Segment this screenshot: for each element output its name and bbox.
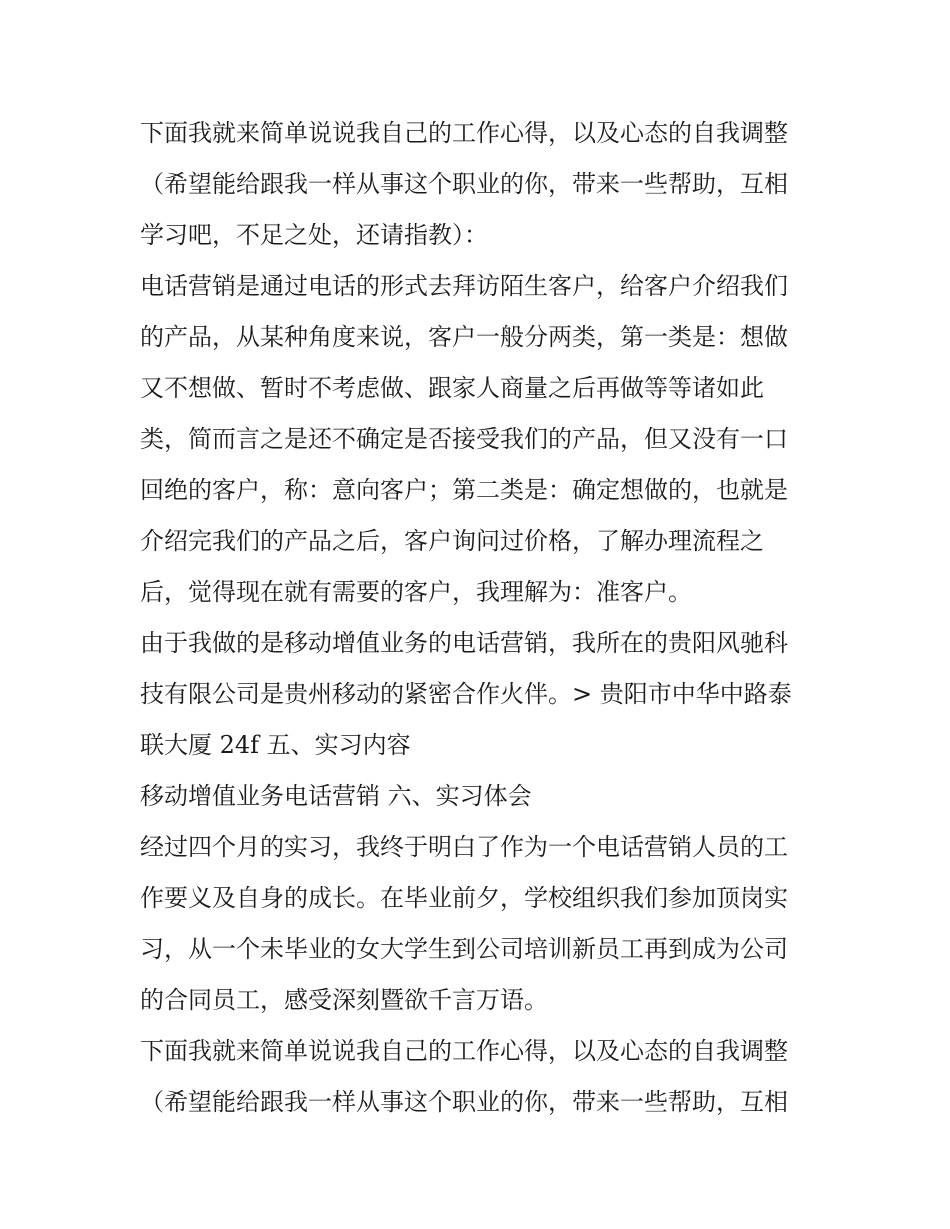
text-line: 介绍完我们的产品之后，客户询问过价格，了解办理流程之 [140, 527, 764, 555]
text-line: 作要义及自身的成长。在毕业前夕，学校组织我们参加顶岗实 [140, 884, 788, 912]
text-line: 类，简而言之是还不确定是否接受我们的产品，但又没有一口 [140, 425, 788, 453]
text-line: 的产品，从某种角度来说，客户一般分两类，第一类是：想做 [140, 323, 788, 351]
text-line: 下面我就来简单说说我自己的工作心得，以及心态的自我调整 [140, 1037, 788, 1065]
text-line: 技有限公司是贵州移动的紧密合作火伴。> 贵阳市中华中路泰 [140, 680, 792, 708]
text-line: 联大厦 24f 五、实习内容 [140, 731, 411, 759]
document-body [140, 108, 820, 1128]
text-line: 移动增值业务电话营销 六、实习体会 [140, 782, 532, 810]
text-line: （希望能给跟我一样从事这个职业的你，带来一些帮助，互相 [140, 170, 788, 198]
text-line: 习，从一个未毕业的女大学生到公司培训新员工再到成为公司 [140, 935, 788, 963]
text-line: 又不想做、暂时不考虑做、跟家人商量之后再做等等诸如此 [140, 374, 764, 402]
text-line: 下面我就来简单说说我自己的工作心得，以及心态的自我调整 [140, 119, 788, 147]
text-line: 回绝的客户，称：意向客户；第二类是：确定想做的，也就是 [140, 476, 788, 504]
text-line: 电话营销是通过电话的形式去拜访陌生客户，给客户介绍我们 [140, 272, 788, 300]
text-line: 由于我做的是移动增值业务的电话营销，我所在的贵阳风驰科 [140, 629, 788, 657]
text-line: 学习吧，不足之处，还请指教）： [140, 221, 488, 249]
text-line: （希望能给跟我一样从事这个职业的你，带来一些帮助，互相 [140, 1088, 788, 1116]
text-line: 后，觉得现在就有需要的客户，我理解为：准客户。 [140, 578, 692, 606]
text-line: 经过四个月的实习，我终于明白了作为一个电话营销人员的工 [140, 833, 788, 861]
text-line: 的合同员工，感受深刻暨欲千言万语。 [140, 986, 548, 1014]
